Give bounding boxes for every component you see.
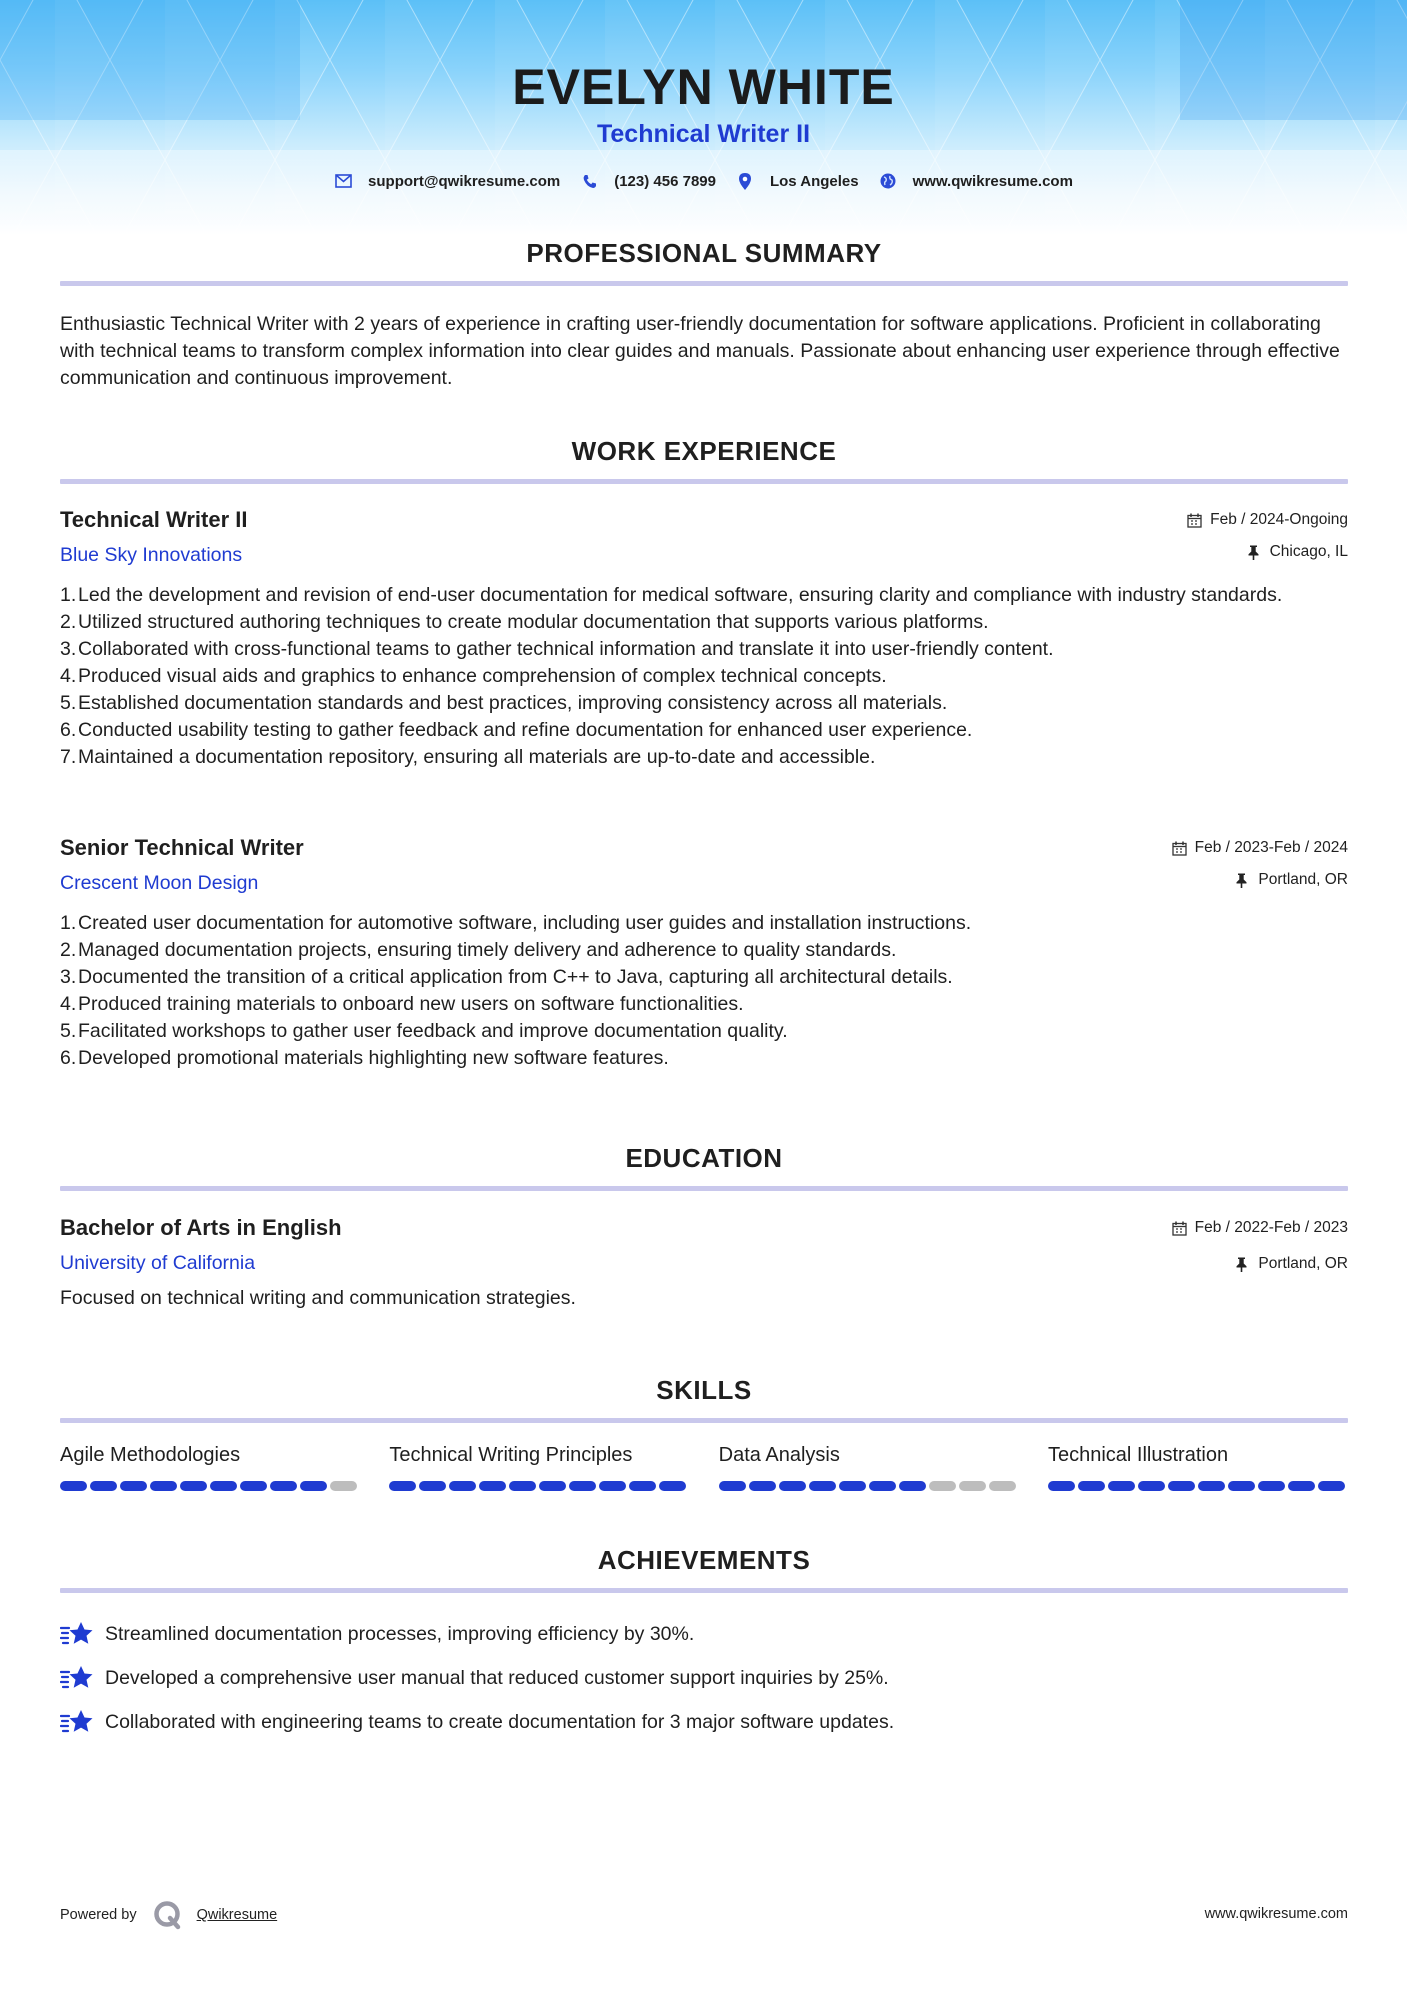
skill-dot-filled	[809, 1481, 836, 1491]
achievements-list	[60, 1612, 1348, 1744]
globe-icon	[879, 172, 897, 190]
envelope-icon	[334, 172, 352, 190]
education-meta	[1172, 1219, 1348, 1273]
skill-dot-filled	[240, 1481, 267, 1491]
skill-dot-filled	[869, 1481, 896, 1491]
shooting-star-icon	[60, 1619, 94, 1649]
diamond-pattern-background	[0, 0, 1407, 235]
pushpin-icon	[1235, 1257, 1250, 1272]
skill-dot-filled	[449, 1481, 476, 1491]
skills-list	[60, 1444, 1348, 1491]
bullet-item: 1. Led the development and revision of end-user documentation for medical software, ensuring clarity and compliance with industry standards.	[60, 584, 1283, 606]
skill-dot-filled	[749, 1481, 776, 1491]
bullet-item: 2. Utilized structured authoring techniques to create modular documentation that supports various platforms.	[60, 611, 989, 633]
job-entry	[60, 507, 1348, 771]
skill-dot-filled	[180, 1481, 207, 1491]
skill-dot-filled	[1048, 1481, 1075, 1491]
bullet-item: 2. Managed documentation projects, ensuring timely delivery and adherence to quality standards.	[60, 939, 897, 961]
skill-dot-filled	[1228, 1481, 1255, 1491]
education-entry	[60, 1215, 1348, 1310]
achievement-item	[60, 1612, 1348, 1656]
skill-dot-filled	[1108, 1481, 1135, 1491]
candidate-name: EVELYN WHITE	[512, 59, 895, 115]
skill-dot-filled	[120, 1481, 147, 1491]
qwikresume-link[interactable]: Qwikresume	[196, 1907, 278, 1923]
bullet-item: 4. Produced visual aids and graphics to enhance comprehension of complex technical concepts.	[60, 665, 887, 687]
skill-dot-filled	[599, 1481, 626, 1491]
section-divider	[60, 1418, 1348, 1423]
skill-item	[719, 1444, 1019, 1491]
bullet-item: 5. Established documentation standards and best practices, improving consistency across all materials.	[60, 692, 948, 714]
education-location: Portland, OR	[1258, 1255, 1348, 1272]
skill-dot-filled	[569, 1481, 596, 1491]
resume-header	[0, 0, 1407, 235]
skill-dot-empty	[959, 1481, 986, 1491]
contact-email[interactable]	[334, 172, 560, 190]
candidate-title: Technical Writer II	[596, 120, 811, 148]
skill-dot-filled	[1138, 1481, 1165, 1491]
bullet-item: 6. Developed promotional materials highlighting new software features.	[60, 1047, 669, 1069]
skill-dot-empty	[929, 1481, 956, 1491]
skill-dot-filled	[539, 1481, 566, 1491]
job-entry	[60, 835, 1348, 1072]
achievement-text: Developed a comprehensive user manual that reduced customer support inquiries by 25%.	[105, 1666, 889, 1689]
skill-dot-empty	[989, 1481, 1016, 1491]
skill-item	[1048, 1444, 1348, 1491]
website-text: www.qwikresume.com	[912, 172, 1073, 190]
skill-rating	[389, 1481, 689, 1491]
skill-dot-filled	[1318, 1481, 1345, 1491]
school-name: University of California	[60, 1252, 256, 1274]
achievement-item	[60, 1656, 1348, 1700]
section-divider	[60, 1588, 1348, 1593]
job-bullets	[60, 910, 1348, 1072]
shooting-star-icon	[60, 1663, 94, 1693]
education-dates: Feb / 2022-Feb / 2023	[1194, 1219, 1348, 1236]
section-title: ACHIEVEMENTS	[597, 1545, 811, 1575]
skill-dot-filled	[779, 1481, 806, 1491]
contact-bar	[0, 172, 1407, 190]
skill-dot-filled	[839, 1481, 866, 1491]
summary-text: Enthusiastic Technical Writer with 2 years of experience in crafting user-friendly documentation for software applications. Proficient in collaborating with technical teams to transform complex information into clear guides and manuals. Passionate about enhancing user experience through effective communication and continuous improvement.	[60, 313, 1340, 389]
skill-item	[60, 1444, 360, 1491]
footer-powered-by	[60, 1900, 277, 1930]
skill-name: Agile Methodologies	[60, 1444, 241, 1466]
skill-dot-filled	[419, 1481, 446, 1491]
contact-phone[interactable]	[580, 172, 716, 190]
skill-item	[389, 1444, 689, 1491]
job-meta	[1187, 511, 1348, 561]
skill-dot-filled	[509, 1481, 536, 1491]
job-title: Technical Writer II	[60, 507, 248, 532]
skill-dot-filled	[1288, 1481, 1315, 1491]
skill-dot-filled	[1168, 1481, 1195, 1491]
bullet-item: 4. Produced training materials to onboard new users on software functionalities.	[60, 993, 744, 1015]
contact-location	[736, 172, 859, 190]
skill-rating	[719, 1481, 1019, 1491]
qwikresume-logo-icon	[153, 1900, 183, 1930]
job-bullets	[60, 582, 1348, 771]
achievements-section-header	[60, 1545, 1348, 1593]
bullet-item: 5. Facilitated workshops to gather user feedback and improve documentation quality.	[60, 1020, 788, 1042]
pushpin-icon	[1235, 873, 1250, 888]
skill-name: Data Analysis	[718, 1444, 840, 1466]
calendar-icon	[1172, 841, 1187, 856]
footer-website[interactable]: www.qwikresume.com	[1204, 1906, 1348, 1922]
skill-dot-filled	[1078, 1481, 1105, 1491]
skill-dot-filled	[479, 1481, 506, 1491]
section-title: WORK EXPERIENCE	[571, 436, 837, 466]
job-meta	[1172, 839, 1348, 889]
skill-dot-filled	[389, 1481, 416, 1491]
achievement-text: Collaborated with engineering teams to create documentation for 3 major software updates.	[105, 1710, 895, 1733]
bullet-item: 1. Created user documentation for automotive software, including user guides and installation instructions.	[60, 912, 972, 934]
company-name: Crescent Moon Design	[60, 872, 259, 894]
skill-dot-filled	[270, 1481, 297, 1491]
powered-by-label: Powered by	[60, 1907, 137, 1923]
skill-rating	[60, 1481, 360, 1491]
skill-dot-filled	[899, 1481, 926, 1491]
job-dates: Feb / 2024-Ongoing	[1210, 511, 1348, 528]
bullet-item: 6. Conducted usability testing to gather feedback and refine documentation for enhanced user experience.	[60, 719, 973, 741]
degree-title: Bachelor of Arts in English	[60, 1215, 342, 1240]
skill-dot-filled	[210, 1481, 237, 1491]
experience-section-header	[60, 436, 1348, 484]
skill-name: Technical Writing Principles	[389, 1444, 633, 1466]
education-section-header	[60, 1143, 1348, 1191]
section-title: PROFESSIONAL SUMMARY	[526, 238, 882, 268]
job-location: Portland, OR	[1258, 871, 1348, 888]
phone-text: (123) 456 7899	[614, 172, 716, 190]
skills-section-header	[60, 1375, 1348, 1423]
contact-website[interactable]	[879, 172, 1073, 190]
skill-dot-filled	[659, 1481, 686, 1491]
calendar-icon	[1172, 1221, 1187, 1236]
skill-dot-filled	[60, 1481, 87, 1491]
phone-icon	[580, 172, 598, 190]
skill-dot-filled	[150, 1481, 177, 1491]
skill-name: Technical Illustration	[1047, 1444, 1229, 1466]
skill-dot-empty	[330, 1481, 357, 1491]
skill-rating	[1048, 1481, 1348, 1491]
map-marker-icon	[736, 172, 754, 190]
summary-section-header	[60, 238, 1348, 286]
company-name: Blue Sky Innovations	[60, 544, 243, 566]
achievement-text: Streamlined documentation processes, improving efficiency by 30%.	[105, 1622, 695, 1645]
shooting-star-icon	[60, 1707, 94, 1737]
skill-dot-filled	[1198, 1481, 1225, 1491]
skill-dot-filled	[300, 1481, 327, 1491]
achievement-item	[60, 1700, 1348, 1744]
skill-dot-filled	[719, 1481, 746, 1491]
calendar-icon	[1187, 513, 1202, 528]
section-title: EDUCATION	[625, 1143, 783, 1173]
section-divider	[60, 1186, 1348, 1191]
skill-dot-filled	[629, 1481, 656, 1491]
bullet-item: 7. Maintained a documentation repository, ensuring all materials are up-to-date and accessible.	[60, 746, 876, 768]
education-description: Focused on technical writing and communication strategies.	[60, 1287, 576, 1309]
email-text: support@qwikresume.com	[368, 172, 561, 190]
location-text: Los Angeles	[769, 172, 859, 190]
job-title: Senior Technical Writer	[60, 835, 304, 860]
section-divider	[60, 479, 1348, 484]
skill-dot-filled	[90, 1481, 117, 1491]
bullet-item: 3. Collaborated with cross-functional teams to gather technical information and translate it into user-friendly content.	[60, 638, 1054, 660]
pushpin-icon	[1247, 545, 1262, 560]
job-location: Chicago, IL	[1269, 543, 1348, 560]
section-divider	[60, 281, 1348, 286]
skill-dot-filled	[1258, 1481, 1285, 1491]
job-dates: Feb / 2023-Feb / 2024	[1194, 839, 1348, 856]
bullet-item: 3. Documented the transition of a critical application from C++ to Java, capturing all architectural details.	[60, 966, 953, 988]
section-title: SKILLS	[656, 1375, 752, 1405]
